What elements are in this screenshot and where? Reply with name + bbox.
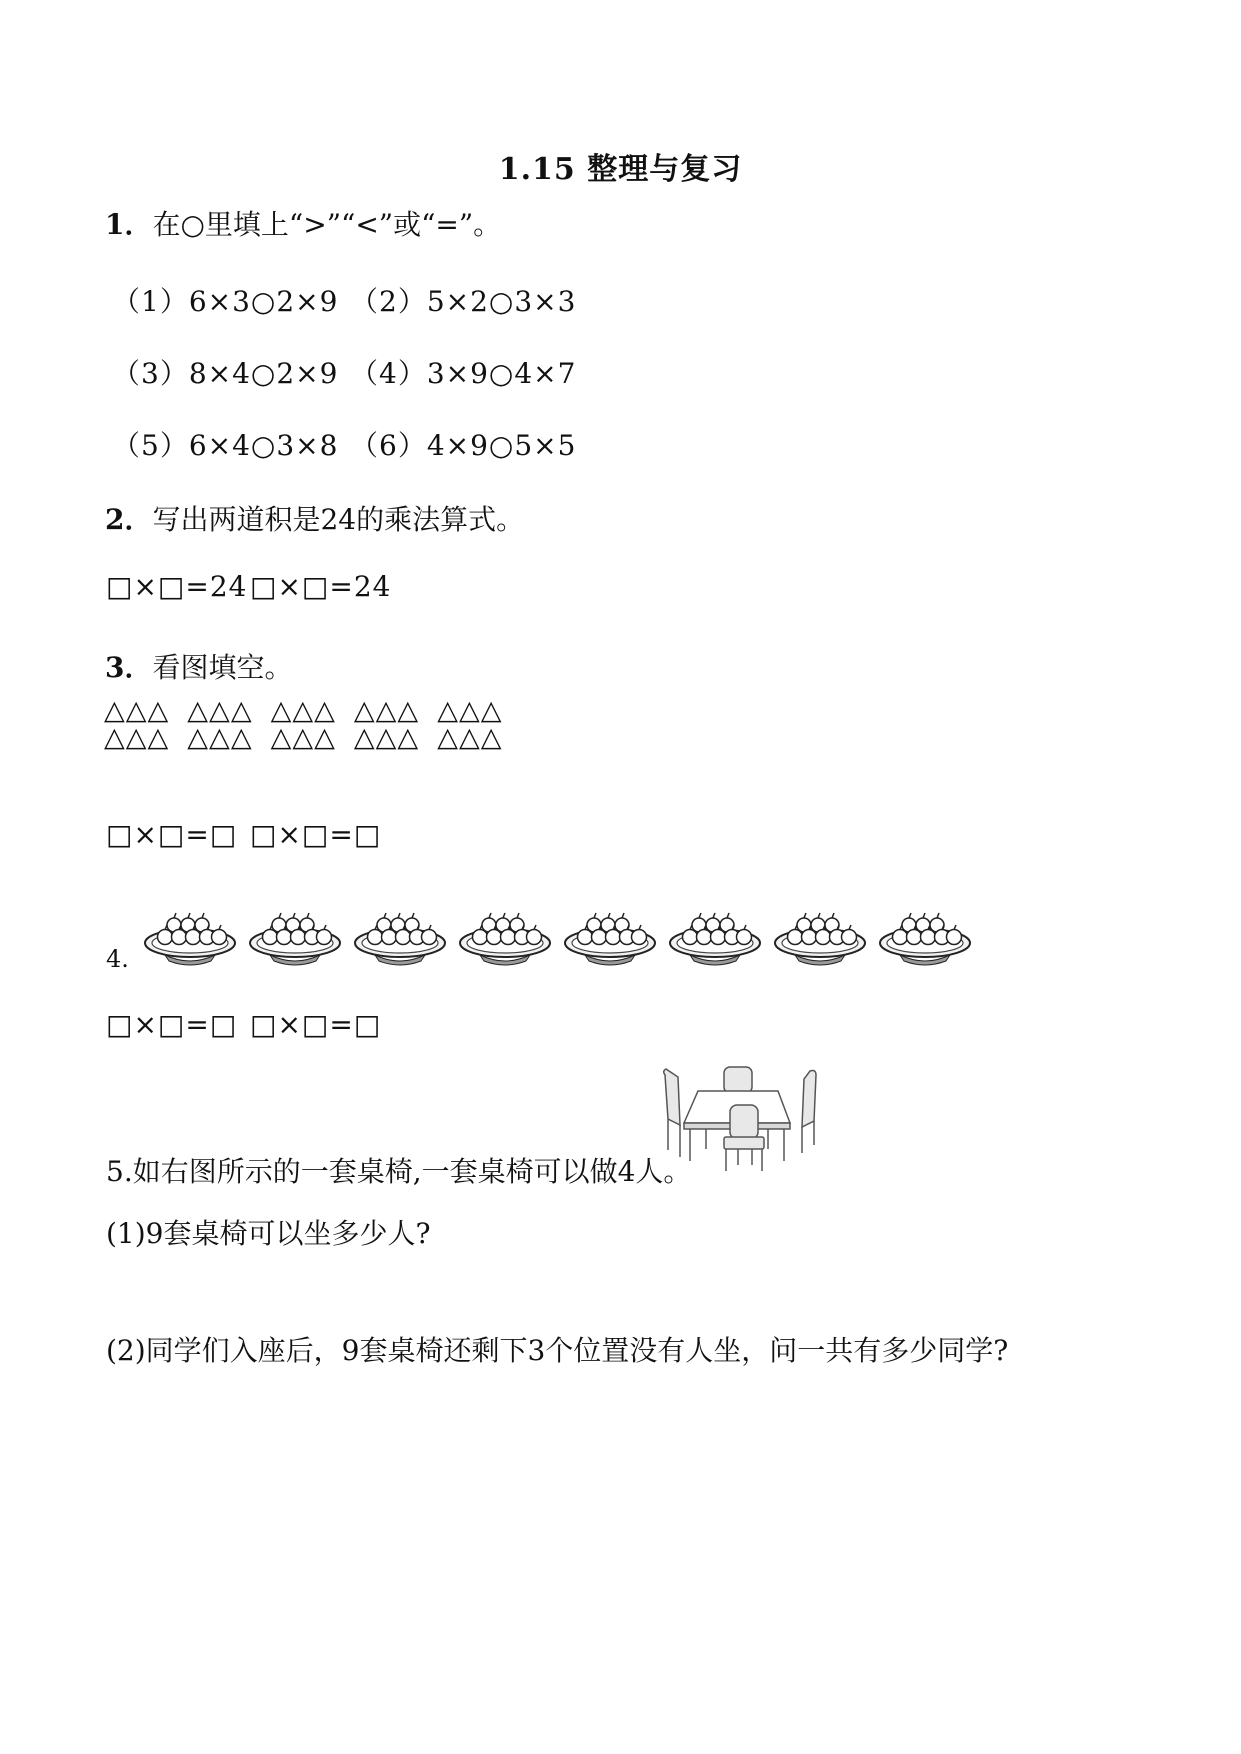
- q1-item-4: （4）3×9○4×7: [350, 357, 577, 390]
- q2-answer-1: □×□=24: [106, 570, 248, 603]
- question-3-text: 看图填空。: [152, 651, 293, 684]
- triangle-group: △△△: [187, 695, 253, 726]
- apple-plate-icon: [248, 905, 342, 967]
- chair-left-icon: [664, 1069, 680, 1125]
- apple-plate-icon: [353, 905, 447, 967]
- q4-answer-1: □×□=□: [106, 1008, 238, 1041]
- apple-plate-icon: [458, 905, 552, 967]
- triangle-group: △△△: [104, 695, 170, 726]
- triangle-group: △△△: [187, 722, 253, 753]
- triangle-group: △△△: [437, 722, 503, 753]
- q5-sub-1: (1)9套桌椅可以坐多少人?: [106, 1217, 431, 1250]
- chair-front-icon: [730, 1105, 758, 1139]
- triangle-group: △△△: [104, 722, 170, 753]
- triangle-group: △△△: [353, 722, 420, 753]
- question-1-text: 在○里填上“>”“<”或“=”。: [152, 208, 502, 241]
- triangle-group: △△△: [437, 695, 503, 726]
- chair-back-icon: [724, 1067, 752, 1093]
- q3-answer-2: □×□=□: [250, 818, 382, 851]
- page-title: 1.15 整理与复习: [498, 152, 743, 187]
- question-5: 5.如右图所示的一套桌椅,一套桌椅可以做4人。: [106, 1155, 692, 1188]
- triangle-group: △△△: [353, 695, 420, 726]
- apple-plate-icon: [143, 905, 237, 967]
- q1-item-3: （3）8×4○2×9: [112, 357, 339, 390]
- question-4-number: 4.: [106, 945, 129, 973]
- question-1: [105, 203, 501, 243]
- apple-plate-icon: [773, 905, 867, 967]
- q5-sub-2: (2)同学们入座后，9套桌椅还剩下3个位置没有人坐，问一共有多少同学?: [106, 1334, 1009, 1367]
- triangle-group: △△△: [270, 695, 336, 726]
- question-1-number: 1．: [105, 208, 153, 241]
- triangle-row-1: [104, 697, 520, 724]
- q1-item-6: （6）4×9○5×5: [350, 429, 577, 462]
- triangle-group: △△△: [270, 722, 336, 753]
- apple-plate-icon: [878, 905, 972, 967]
- question-3: [105, 646, 293, 686]
- q1-item-2: （2）5×2○3×3: [350, 285, 577, 318]
- question-2-text: 写出两道积是24的乘法算式。: [152, 503, 525, 536]
- chair-right-icon: [802, 1071, 816, 1128]
- question-2: [105, 498, 524, 538]
- q3-answer-1: □×□=□: [106, 818, 238, 851]
- triangle-figure: [104, 697, 520, 751]
- q1-item-1: （1）6×3○2×9: [112, 285, 339, 318]
- q4-answer-2: □×□=□: [250, 1008, 382, 1041]
- q2-answer-2: □×□=24: [250, 570, 392, 603]
- q1-item-5: （5）6×4○3×8: [112, 429, 339, 462]
- apple-plate-icon: [563, 905, 657, 967]
- triangle-row-2: [104, 724, 520, 751]
- apple-plate-icon: [668, 905, 762, 967]
- question-3-number: 3．: [105, 651, 153, 684]
- apple-plates: [143, 905, 972, 967]
- question-2-number: 2．: [105, 503, 153, 536]
